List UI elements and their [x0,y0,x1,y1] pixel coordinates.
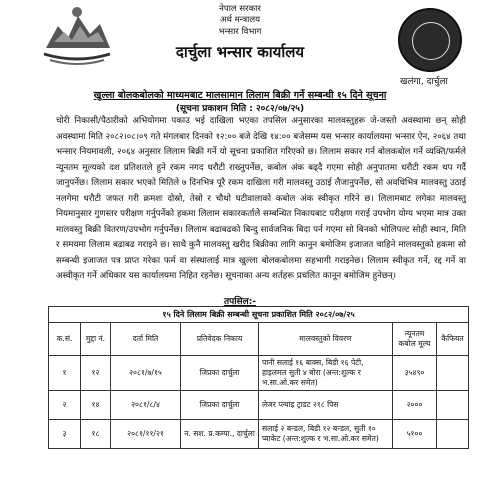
cell-remark [437,391,469,420]
publication-date: (सूचना प्रकाशन मिति : २०८२/०७/२५) [175,104,305,114]
cell-min-price: ३५४९० [393,356,437,391]
cell-case-no: १२ [81,356,111,391]
table-title-row [49,307,469,323]
office-location: खलंगा, दार्चुला [400,77,448,87]
notice-title: खुल्ला बोलकबोलको माध्यमबाट मालसामान लिलाम बिक्री गर्ने सम्बन्धी १५ दिने सूचना [93,90,387,101]
cell-sn: ३ [49,420,81,449]
notice-body: चोरी निकासी/पैठारीको अभियोगमा पकाउ भई दाखिला भएका तपसिल अनुसारका मालवस्तुहरू जे-जस्तो अवस्थामा छन् सोही अवस्थामा मिति २०८२।०८।०९ गते मंगलबार दिनको १२:०० बजे देखि १४:०० बजेसम्म यस भन्सार कार्यालयमा भन्सार ऐन, २०६४ तथा भन्सार नियमावली, २०६४ अनुसार लिलाम बिक्री गर्ने यो सूचना प्रकाशित गरिएको छ। लिलाम सकार गर्न बोलकबोल गर्ने व्यक्ति/फर्मले न्यूनतम मूल्यको दश प्रतिशतले हुने रकम नगद धरौटी राख्नुपर्नेछ, कबोल अंक बढ्दै गएमा सोही अनुपातमा धरौटी रकम थप गर्दै जानुपर्नेछ। लिलाम सकार भएको मितिले ७ दिनभित्र पूरै रकम दाखिला गरी मालवस्तु उठाई लैजानुपर्नेछ, सो अवधिभित्र मालवस्तु उठाई नलगेमा धरौटी जफत गरी क्रमशः दोस्रो, तेस्रो र चौथो घटीवालाको कबोल अंक स्वीकृत गरिने छ। लिलामबाट लगेका मालवस्तु नियमानुसार गुणस्तर परीक्षण गर्नुपर्नेको हकमा लिलाम सकारकर्तालेे सम्बन्धित निकायबाट परीक्षण गराई उपभोग योग्य भएमा मात्र उक्त मालवस्तु बिक्री वितरण/उपभोग गर्नुपर्नेछ। लिलाम बढाबढको बिन्दु सार्वजनिक बिदा पर्न गएमा सो बिनको भोलिपल्ट सोही स्थान, मिति र समयमा लिलाम बढाबढ गराइने छ। साथै कुनै मालवस्तु खरीद बिक्रीका लागि कानुन बमोजिम इजाजत चाहिने मालवस्तुको हकमा सो सम्बन्धी इजाजत पत्र प्राप्त गरेका फर्म वा संस्थालाई मात्र खुल्ला बोलकबोलमा सहभागी गराइनेछ। लिलाम स्वीकृत गर्ने, रद्द गर्ने वा अस्वीकृत गर्ने अधिकार यस कार्यालयमा निहित रहनेछ। सूचनाका अन्य शर्तहरू प्रचलित कानून बमोजिम हुनेछन्। [56,116,466,281]
cell-sn: २ [49,391,81,420]
header [0,0,480,90]
cell-remark [437,420,469,449]
cell-description: लेजर प्ल्याइ ट्राडट २१८ पिस [259,391,393,420]
table-row [49,391,469,420]
table-row [49,356,469,391]
cell-date: २०८१/८/४ [111,391,181,420]
table-header-row [49,323,469,356]
cell-remark [437,356,469,391]
table-title: १५ दिने लिलाम बिक्री सम्बन्धी सूचना प्रकाशित मिति २०८२/०७/२५ [49,307,469,323]
cell-description: पानी सलाई १६ बाक्स, बिडी १६ पेटी, हाइलमल सुती ४ बोरा (अन्त:शुल्क र भ.सा.ओ.कर समेत) [259,356,393,391]
cell-date: २०८१/७/१५ [111,356,181,391]
table-row [49,420,469,449]
office-name: दार्चुला भन्सार कार्यालय [175,43,305,61]
col-header-agency: प्रतिवेदक निकाय [181,323,259,356]
col-header-sn: क.सं. [49,323,81,356]
nepal-emblem-icon [40,4,114,68]
cell-description: सलाई २ बन्डल, बिडी १२ बन्डल, सुती १० प्याकेट (अन्त:शुल्क र भ.सा.ओ.कर समेत) [259,420,393,449]
cell-case-no: १४ [81,391,111,420]
auction-items-table [48,306,469,449]
gov-line-1: नेपाल सरकार [219,4,261,14]
col-header-date: दर्ता मिति [111,323,181,356]
cell-min-price: ५१०० [393,420,437,449]
cell-date: २०८१/११/२१ [111,420,181,449]
gov-line-3: भन्सार विभाग [218,27,262,37]
col-header-min-price: न्यूनतम कबोल मूल्य [393,323,437,356]
office-seal-icon [398,8,462,72]
col-header-case-no: मुद्दा नं. [81,323,111,356]
cell-min-price: २००० [393,391,437,420]
cell-agency: न. सश. प्र.कम्पा., दार्चुला [181,420,259,449]
gov-line-2: अर्थ मन्त्रालय [219,15,261,25]
col-header-remark: कैफियत [437,323,469,356]
cell-agency: जिप्रका दार्चुला [181,356,259,391]
cell-case-no: १८ [81,420,111,449]
col-header-description: मालवस्तुको विवरण [259,323,393,356]
cell-agency: जिप्रका दार्चुला [181,391,259,420]
cell-sn: १ [49,356,81,391]
table-caption: तपसिल:- [223,297,257,307]
